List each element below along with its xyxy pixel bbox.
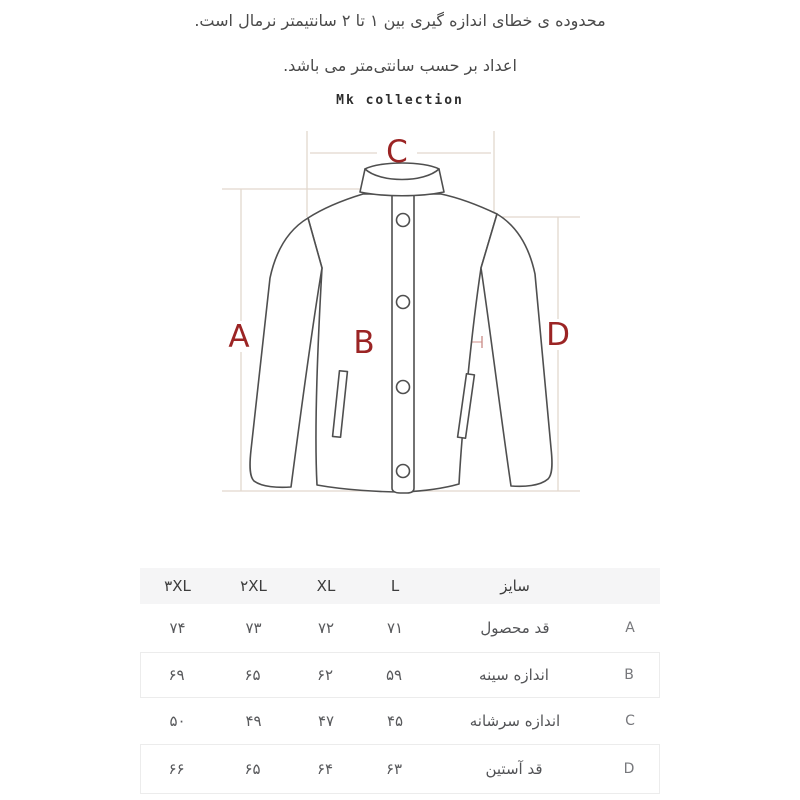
value-xl: ۷۲ xyxy=(317,619,335,637)
brand-name: Mk collection xyxy=(336,93,464,108)
header-size-2xl: ۲XL xyxy=(240,577,267,595)
value-3xl: ۶۶ xyxy=(168,760,185,778)
value-l: ۵۹ xyxy=(385,666,403,684)
table-row-b xyxy=(140,652,660,698)
value-2xl: ۷۳ xyxy=(245,619,262,637)
table-row-c xyxy=(140,698,660,744)
jacket-button-3 xyxy=(397,381,410,394)
table-row-d xyxy=(140,744,660,794)
header-size-l: L xyxy=(390,577,400,595)
dim-label-a: A xyxy=(228,319,250,355)
size-table xyxy=(140,568,660,794)
jacket-diagram-svg xyxy=(0,128,800,573)
value-3xl: ۷۴ xyxy=(169,619,186,637)
jacket-button-2 xyxy=(397,296,410,309)
header-size-xl: XL xyxy=(316,577,336,595)
table-row-a xyxy=(140,604,660,652)
value-2xl: ۶۵ xyxy=(244,666,261,684)
row-letter: B xyxy=(624,667,634,683)
jacket-measurement-diagram xyxy=(0,128,800,573)
row-label: قد محصول xyxy=(480,619,550,637)
value-l: ۶۳ xyxy=(385,760,403,778)
units-note: اعداد بر حسب سانتی‌متر می باشد. xyxy=(283,56,517,75)
jacket-left-sleeve xyxy=(250,218,322,487)
row-letter: C xyxy=(625,713,635,729)
header-size-3xl: ۳XL xyxy=(164,577,191,595)
row-label: اندازه سرشانه xyxy=(469,712,561,730)
row-letter: A xyxy=(625,620,635,636)
jacket-right-sleeve xyxy=(481,214,552,486)
value-3xl: ۵۰ xyxy=(169,712,186,730)
value-2xl: ۴۹ xyxy=(245,712,262,730)
dim-label-c: C xyxy=(386,134,408,170)
jacket-button-1 xyxy=(397,214,410,227)
header-size-label: سایز xyxy=(500,577,530,595)
jacket-placket xyxy=(392,192,414,493)
value-xl: ۴۷ xyxy=(317,712,335,730)
measurement-tolerance-note: محدوده ی خطای اندازه گیری بین ۱ تا ۲ سانتیمتر نرمال است. xyxy=(194,11,606,30)
dim-label-b: B xyxy=(353,325,375,361)
value-l: ۴۵ xyxy=(386,712,404,730)
jacket-button-4 xyxy=(397,465,410,478)
value-l: ۷۱ xyxy=(386,619,404,637)
value-2xl: ۶۵ xyxy=(244,760,261,778)
size-table-header xyxy=(140,568,660,604)
value-xl: ۶۲ xyxy=(316,666,334,684)
row-label: اندازه سینه xyxy=(479,666,549,684)
value-xl: ۶۴ xyxy=(316,760,334,778)
row-label: قد آستین xyxy=(485,760,543,778)
row-letter: D xyxy=(623,761,635,777)
dim-label-d: D xyxy=(546,317,570,353)
value-3xl: ۶۹ xyxy=(168,666,185,684)
